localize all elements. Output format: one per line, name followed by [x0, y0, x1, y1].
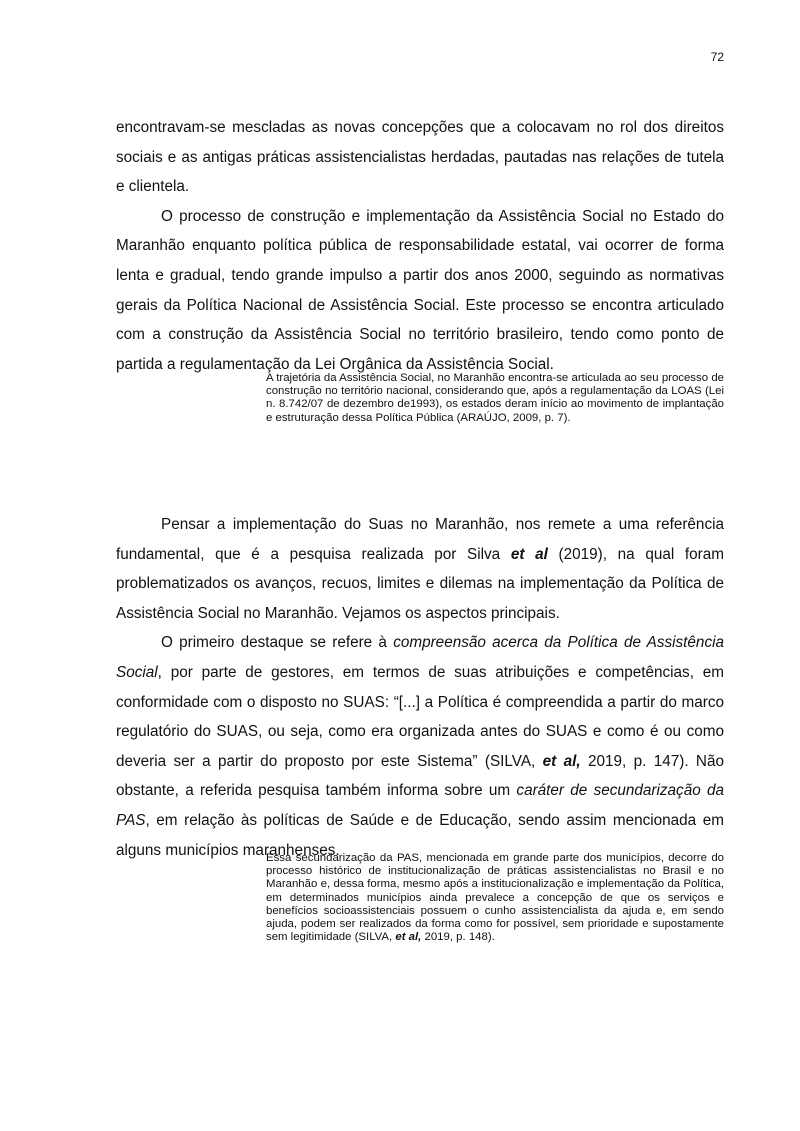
paragraph-2: O processo de construção e implementação da Assistência Social no Estado do Maranhão enquanto política pública de responsabilidade estatal, vai ocorrer de forma lenta e gradual, tendo grande impulso a partir dos anos 2000, seguindo as normativas gerais da Política Nacional de Assistência Social. Este processo se encontra articulado com a construção da Assistência Social no território brasileiro, tendo como ponto de partida a regulamentação da Lei Orgânica da Assistência Social.: [116, 207, 724, 373]
block-quote-1: A trajetória da Assistência Social, no Maranhão encontra-se articulada ao seu processo de construção no território nacional, considerando que, após a regulamentação da LOAS (Lei n. 8.742/07 de dezembro de1993), os estados deram início ao movimento de implantação e estruturação dessa Política Pública (ARAÚJO, 2009, p. 7).: [266, 372, 724, 424]
paragraph-4-emphasis-1: compreensão acerca da Política de Assistência Social: [116, 634, 724, 681]
paragraph-4-text-a: O primeiro destaque se refere à: [161, 634, 394, 652]
quote-2-text-b: 2019, p. 148).: [421, 931, 495, 944]
paragraph-3-text-b: (2019), na qual foram problematizados os avanços, recuos, limites e dilemas na implementação da Política de Assistência Social no Maranhão. Vejamos os aspectos principais.: [116, 545, 724, 622]
page-number: 72: [710, 50, 724, 64]
quote-2-et-al: et al,: [395, 931, 422, 944]
paragraph-1: encontravam-se mescladas as novas concepções que a colocavam no rol dos direitos sociais e as antigas práticas assistencialistas herdadas, pautadas nas relações de tutela e clientela.: [116, 119, 724, 196]
paragraph-4: [116, 628, 724, 865]
paragraph-3: [116, 510, 724, 628]
body-text-block-1: [116, 113, 724, 379]
block-quote-2: [266, 852, 724, 944]
paragraph-4-text-b: , por parte de gestores, em termos de suas atribuições e competências, em conformidade com o disposto no SUAS: “[...] a Política é compreendida a partir do marco regulatório do SUAS, ou seja, como era organizada antes do SUAS e como é ou como deveria ser a partir do proposto por este Sistema” (SILVA,: [116, 663, 724, 770]
paragraph-4-text-c: 2019, p. 147). Não obstante, a referida pesquisa também informa sobre um: [116, 752, 724, 800]
paragraph-3-text-a: Pensar a implementação do Suas no Maranhão, nos remete a uma referência fundamental, que é a pesquisa realizada por Silva: [116, 516, 724, 563]
paragraph-4-emphasis-2: caráter de secundarização da PAS: [116, 782, 724, 829]
paragraph-4-text-d: , em relação às políticas de Saúde e de Educação, sendo assim mencionada em alguns municípios maranhenses.: [116, 811, 724, 859]
paragraph-3-et-al: et al: [510, 545, 548, 563]
paragraph-4-et-al: et al,: [542, 752, 581, 770]
body-text-block-2: [116, 510, 724, 865]
quote-2-text-a: Essa secundarização da PAS, mencionada em grande parte dos municípios, decorre do processo histórico de institucionalização de práticas assistencialistas no Brasil e no Maranhão e, dessa forma, mesmo após a institucionalização e implementação da Política, em determinados municípios ainda prevalece a concepção de que os serviços e benefícios socioassistenciais possuem o cunho assistencialista da ajuda e, em sendo ajuda, podem ser realizados da forma como for possível, sem prioridade e supostamente sem legitimidade (SILVA,: [266, 852, 724, 944]
